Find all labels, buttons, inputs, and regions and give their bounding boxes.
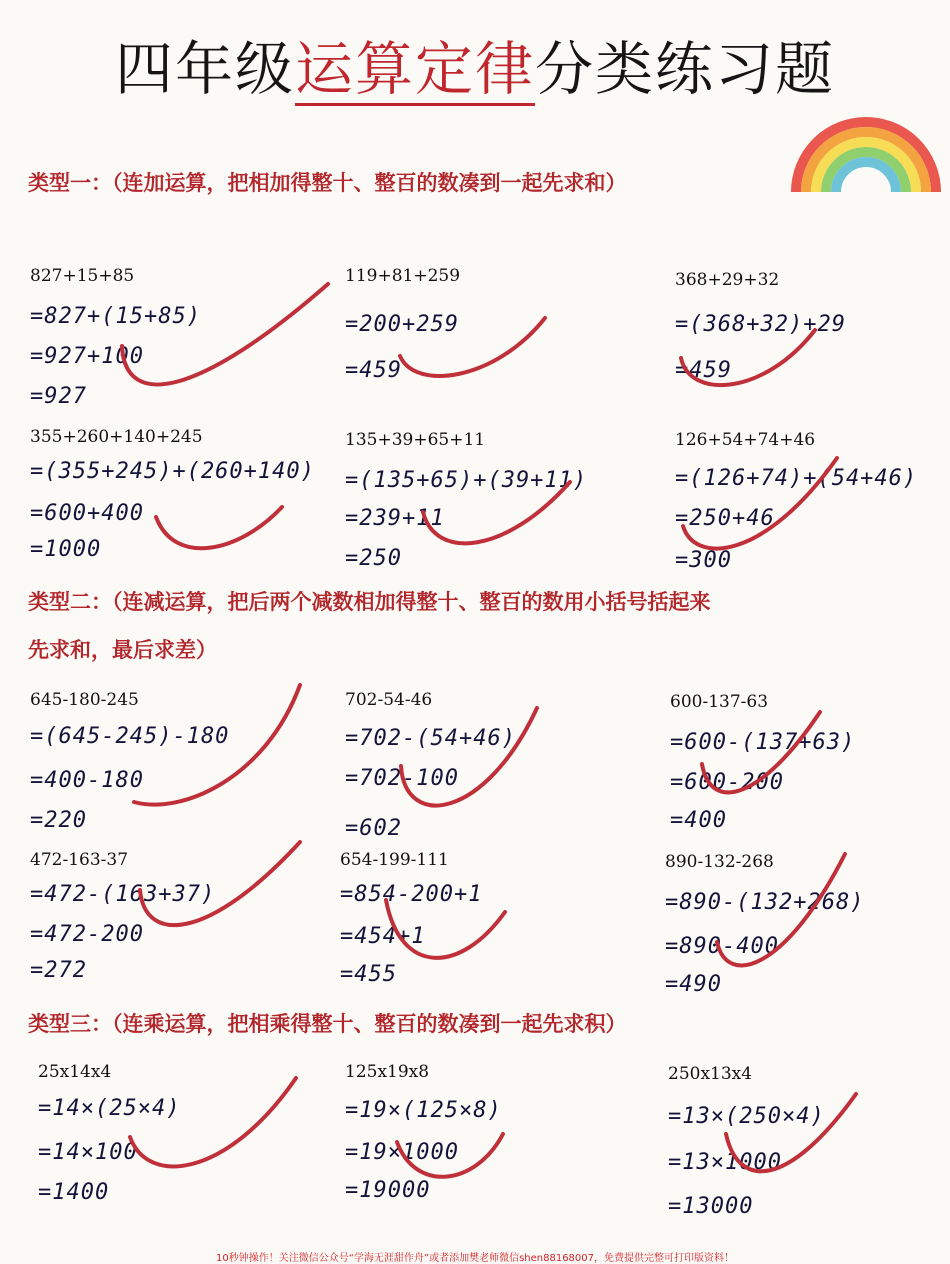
problem-expression: 135+39+65+11 xyxy=(345,430,486,450)
solution-step: =1400 xyxy=(38,1180,110,1205)
solution-step: =300 xyxy=(675,548,732,573)
solution-step: =(368+32)+29 xyxy=(675,312,846,337)
solution-step: =890-400 xyxy=(665,934,779,959)
problem-card xyxy=(30,266,330,416)
solution-step: =472-200 xyxy=(30,922,144,947)
checkmark-icon xyxy=(670,692,940,842)
problem-card xyxy=(345,690,645,840)
footer-note: 10秒钟操作！关注微信公众号“学海无涯甜作舟”或者添加樊老师微信shen88168007，免费提供完整可打印版资料！ xyxy=(215,1253,735,1264)
solution-step: =600+400 xyxy=(30,501,144,526)
solution-step: =19×(125×8) xyxy=(345,1098,502,1123)
problem-card xyxy=(675,430,950,580)
solution-step: =459 xyxy=(675,358,732,383)
checkmark-icon xyxy=(340,850,640,1000)
page-title xyxy=(0,22,950,106)
problem-card xyxy=(345,1062,645,1212)
solution-step: =827+(15+85) xyxy=(30,304,201,329)
checkmark-icon xyxy=(345,430,645,580)
checkmark-icon xyxy=(675,430,945,580)
solution-step: =459 xyxy=(345,358,402,383)
problem-expression: 119+81+259 xyxy=(345,266,461,286)
checkmark-icon xyxy=(30,690,330,840)
problem-expression: 890-132-268 xyxy=(665,852,774,872)
solution-step: =400-180 xyxy=(30,768,144,793)
section-type-2-heading: 类型二：（连减运算，把后两个减数相加得整十、整百的数用小括号括起来 xyxy=(28,590,711,614)
problem-card xyxy=(665,852,950,1002)
problem-card xyxy=(30,850,330,1000)
solution-step: =19000 xyxy=(345,1178,431,1203)
checkmark-icon xyxy=(665,852,935,1002)
solution-step: =13×1000 xyxy=(668,1150,782,1175)
checkmark-icon xyxy=(668,1064,938,1214)
problem-card xyxy=(30,690,330,840)
title-suffix: 分类练习题 xyxy=(535,35,836,103)
problem-expression: 126+54+74+46 xyxy=(675,430,816,450)
title-highlight: 运算定律 xyxy=(295,35,535,106)
problem-expression: 250x13x4 xyxy=(668,1064,753,1084)
problem-expression: 654-199-111 xyxy=(340,850,449,870)
solution-step: =250+46 xyxy=(675,506,775,531)
solution-step: =250 xyxy=(345,546,402,571)
problem-card xyxy=(345,266,645,416)
checkmark-icon xyxy=(345,266,645,416)
problem-expression: 702-54-46 xyxy=(345,690,433,710)
solution-step: =927+100 xyxy=(30,344,144,369)
solution-step: =(135+65)+(39+11) xyxy=(345,468,588,493)
problem-expression: 827+15+85 xyxy=(30,266,135,286)
problem-card xyxy=(340,850,640,1000)
solution-step: =200+259 xyxy=(345,312,459,337)
section-type-1-heading: 类型一：（连加运算，把相加得整十、整百的数凑到一起先求和） xyxy=(28,171,627,195)
solution-step: =600-200 xyxy=(670,770,784,795)
solution-step: =702-(54+46) xyxy=(345,726,516,751)
problem-card xyxy=(30,427,330,577)
checkmark-icon xyxy=(675,270,945,420)
solution-step: =454+1 xyxy=(340,924,426,949)
solution-step: =602 xyxy=(345,816,402,841)
solution-step: =490 xyxy=(665,972,722,997)
solution-step: =(126+74)+(54+46) xyxy=(675,466,918,491)
solution-step: =890-(132+268) xyxy=(665,890,865,915)
checkmark-icon xyxy=(30,850,330,1000)
problem-card xyxy=(38,1062,338,1212)
problem-card xyxy=(670,692,950,842)
solution-step: =1000 xyxy=(30,537,102,562)
solution-step: =(645-245)-180 xyxy=(30,724,230,749)
checkmark-icon xyxy=(30,266,330,416)
problem-expression: 645-180-245 xyxy=(30,690,139,710)
solution-step: =13×(250×4) xyxy=(668,1104,825,1129)
title-prefix: 四年级 xyxy=(114,35,295,103)
problem-card xyxy=(345,430,645,580)
solution-step: =702-100 xyxy=(345,766,459,791)
section-type-3-heading: 类型三：（连乘运算，把相乘得整十、整百的数凑到一起先求积） xyxy=(28,1012,627,1036)
problem-expression: 472-163-37 xyxy=(30,850,129,870)
problem-expression: 125x19x8 xyxy=(345,1062,430,1082)
checkmark-icon xyxy=(345,1062,645,1212)
problem-card xyxy=(668,1064,950,1219)
section-type-2-heading-cont: 先求和，最后求差） xyxy=(28,638,217,662)
problem-expression: 600-137-63 xyxy=(670,692,769,712)
checkmark-icon xyxy=(38,1062,338,1212)
solution-step: =14×(25×4) xyxy=(38,1096,181,1121)
solution-step: =19×1000 xyxy=(345,1140,459,1165)
problem-expression: 25x14x4 xyxy=(38,1062,112,1082)
solution-step: =927 xyxy=(30,384,87,409)
solution-step: =14×100 xyxy=(38,1140,138,1165)
solution-step: =400 xyxy=(670,808,727,833)
problem-expression: 368+29+32 xyxy=(675,270,780,290)
solution-step: =13000 xyxy=(668,1194,754,1219)
solution-step: =(355+245)+(260+140) xyxy=(30,459,315,484)
rainbow-icon xyxy=(788,112,944,196)
checkmark-icon xyxy=(345,690,645,840)
solution-step: =239+11 xyxy=(345,506,445,531)
solution-step: =472-(163+37) xyxy=(30,882,216,907)
checkmark-icon xyxy=(30,427,330,577)
solution-step: =272 xyxy=(30,958,87,983)
solution-step: =854-200+1 xyxy=(340,882,483,907)
problem-expression: 355+260+140+245 xyxy=(30,427,203,447)
solution-step: =220 xyxy=(30,808,87,833)
solution-step: =600-(137+63) xyxy=(670,730,856,755)
problem-card xyxy=(675,270,950,420)
solution-step: =455 xyxy=(340,962,397,987)
